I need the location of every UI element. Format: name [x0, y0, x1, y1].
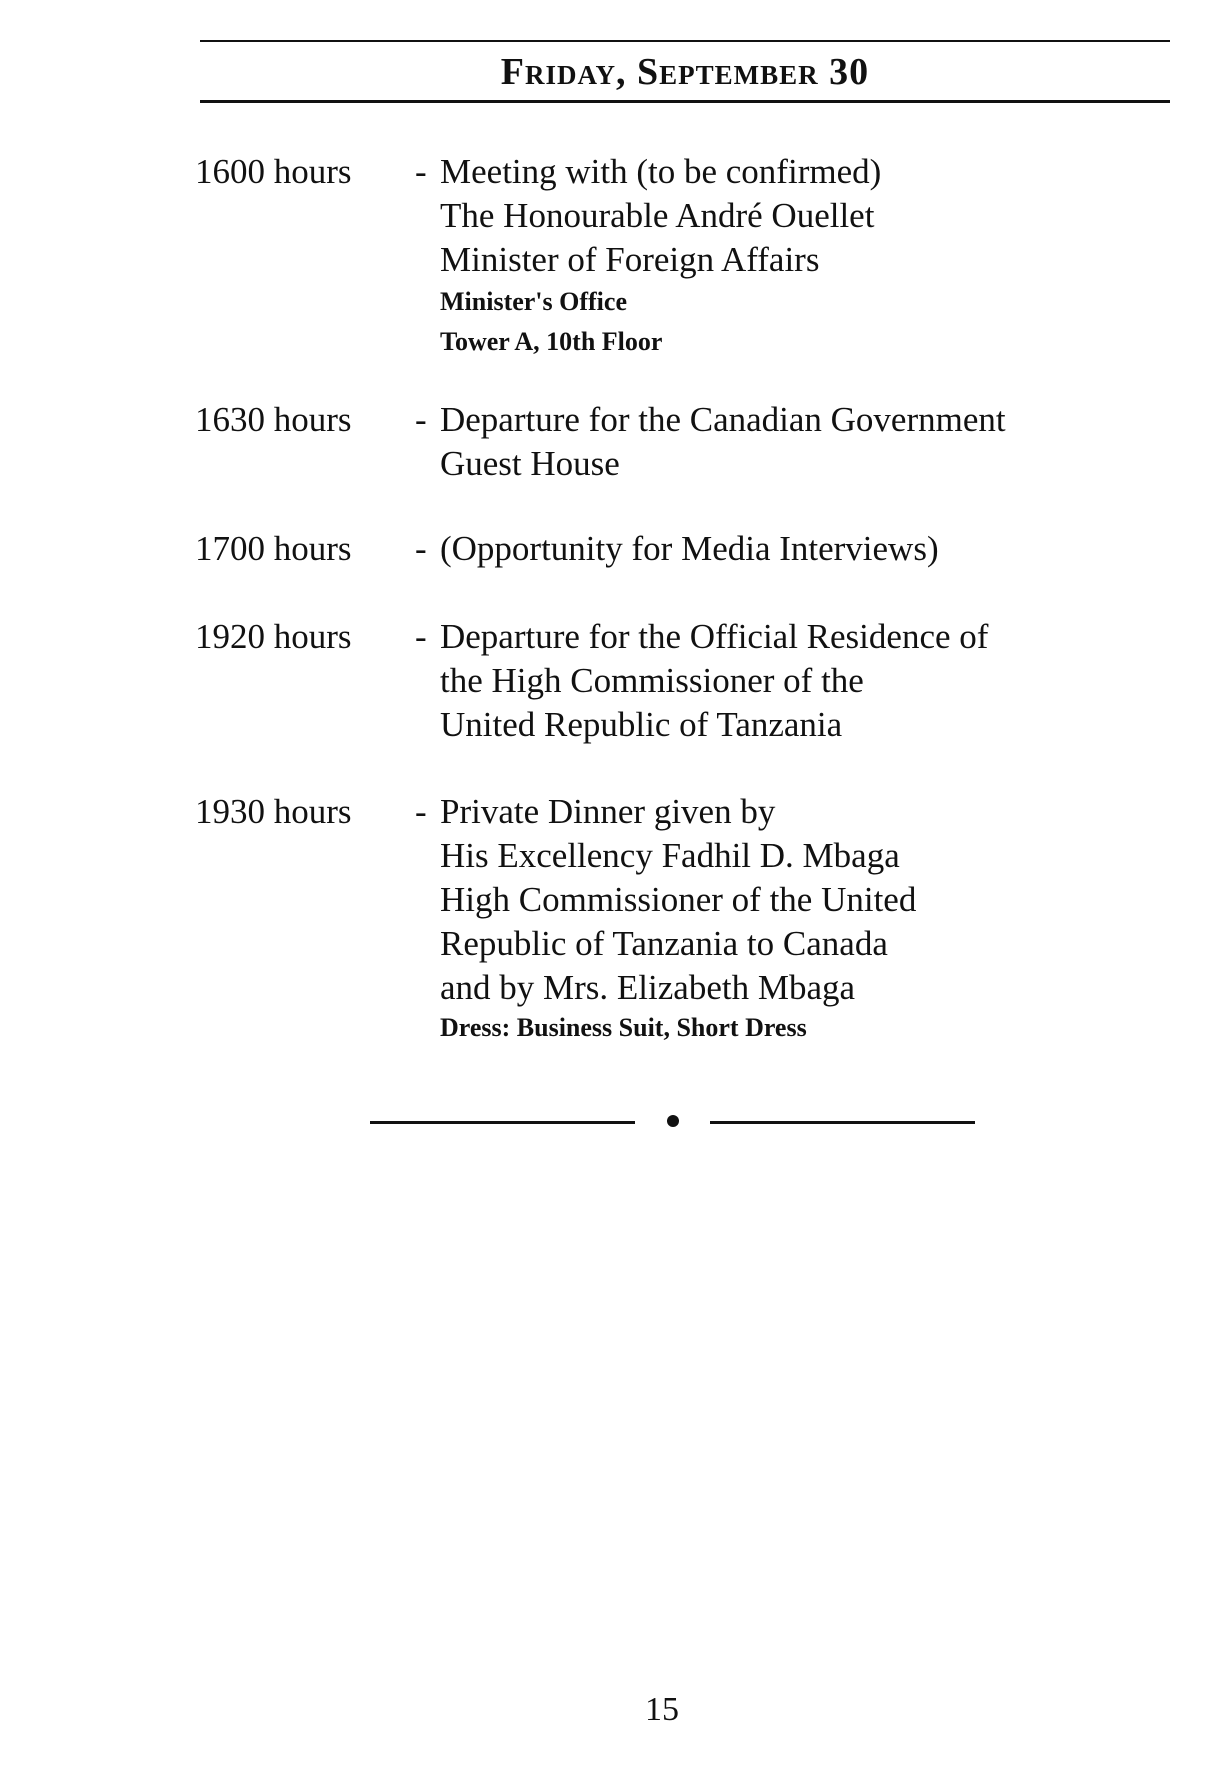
- divider-rule-right: [710, 1121, 975, 1124]
- entry-description: [440, 615, 1160, 747]
- top-rule: [200, 40, 1170, 42]
- entry-description: [440, 790, 1160, 1046]
- heading-rule: [200, 100, 1170, 103]
- entry-time: 1600 hours: [195, 152, 352, 191]
- entry-description: [440, 398, 1160, 486]
- entry-dash: -: [415, 792, 427, 831]
- entry-line: Minister of Foreign Affairs: [440, 240, 820, 279]
- entry-time: 1630 hours: [195, 400, 352, 439]
- entry-line: Private Dinner given by: [440, 792, 776, 831]
- entry-location: Tower A, 10th Floor: [440, 327, 663, 356]
- entry-time: 1920 hours: [195, 617, 352, 656]
- entry-line: and by Mrs. Elizabeth Mbaga: [440, 968, 856, 1007]
- divider-dot-icon: [667, 1115, 679, 1127]
- entry-time: 1930 hours: [195, 792, 352, 831]
- entry-line: High Commissioner of the United: [440, 880, 917, 919]
- page-number: 15: [645, 1691, 679, 1728]
- entry-line: the High Commissioner of the: [440, 661, 864, 700]
- entry-dash: -: [415, 529, 427, 568]
- divider-rule-left: [370, 1121, 635, 1124]
- entry-location: Minister's Office: [440, 287, 627, 316]
- entry-dash: -: [415, 152, 427, 191]
- entry-line: (Opportunity for Media Interviews): [440, 529, 939, 568]
- entry-description: [440, 527, 1160, 571]
- entry-line: Departure for the Official Residence of: [440, 617, 989, 656]
- page-heading: Friday, September 30: [500, 51, 870, 93]
- entry-line: Republic of Tanzania to Canada: [440, 924, 888, 963]
- entry-time: 1700 hours: [195, 529, 352, 568]
- entry-line: His Excellency Fadhil D. Mbaga: [440, 836, 900, 875]
- entry-line: Meeting with (to be confirmed): [440, 152, 882, 191]
- entry-line: United Republic of Tanzania: [440, 705, 843, 744]
- entry-dress-code: Dress: Business Suit, Short Dress: [440, 1013, 807, 1042]
- entry-description: [440, 150, 1160, 362]
- entry-dash: -: [415, 617, 427, 656]
- entry-line: Guest House: [440, 444, 620, 483]
- entry-dash: -: [415, 400, 427, 439]
- entry-line: Departure for the Canadian Government: [440, 400, 1006, 439]
- entry-line: The Honourable André Ouellet: [440, 196, 875, 235]
